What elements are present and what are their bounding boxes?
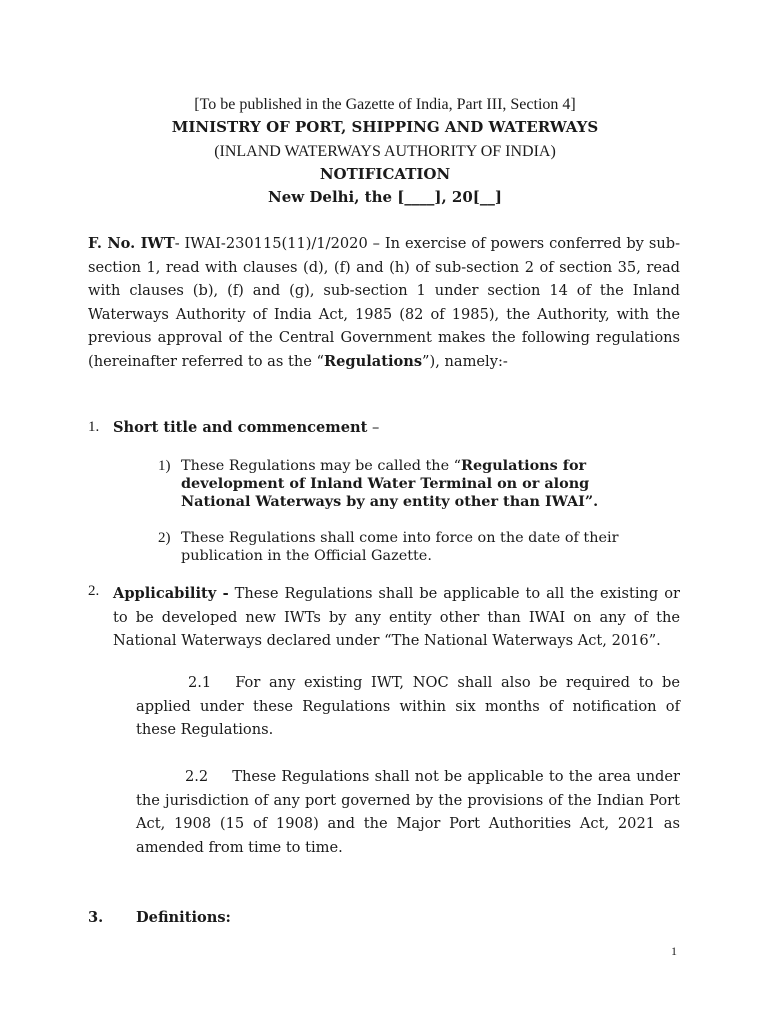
- intro-text-1: - IWAI-230115(11)/1/2020 – In exercise of powers conferred by sub-section 1, read with clauses (d), (f) and (h) of sub-section 2 of section 35, read with clauses (b), (f) and (g), sub-section 1 under section 14 of the Inland Waterways Authority of India Act, 1985 (82 of 1985), the Authority, with the previous approval of the Central Government makes the following regulations (hereinafter referred to as the “: [88, 235, 681, 370]
- section-2-1-number: 2.1: [188, 674, 212, 691]
- intro-text-2: ”), namely:-: [422, 352, 508, 370]
- section-2-title: Applicability -: [113, 585, 229, 602]
- section-2-2-paragraph: [136, 765, 680, 859]
- intro-paragraph: [88, 232, 680, 374]
- section-1-item-2-text: These Regulations shall come into force on the date of their publication in the Official Gazette.: [181, 530, 619, 564]
- section-1-item-2: [158, 529, 628, 565]
- section-1-item-1-text: These Regulations may be called the “: [181, 458, 462, 474]
- date-line: New Delhi, the [____], 20[__]: [268, 188, 502, 206]
- section-1-dash: –: [367, 419, 380, 436]
- section-3-title: Definitions:: [136, 909, 231, 926]
- section-2-2-text: These Regulations shall not be applicable to the area under the jurisdiction of any port governed by the provisions of the Indian Port Act, 1908 (15 of 1908) and the Major Port Authorities Act, 2021 as amended from time to time.: [136, 768, 680, 856]
- section-1-number: 1.: [88, 419, 100, 435]
- section-1-item-1-bold: Regulations for development of Inland Water Terminal on or along National Waterways by any entity other than IWAI”.: [181, 457, 599, 510]
- section-1-item-1: [158, 457, 658, 511]
- section-3-number: 3.: [88, 909, 104, 926]
- regulations-word: Regulations: [323, 352, 423, 370]
- section-2-text: These Regulations shall be applicable to all the existing or to be developed new IWTs by any entity other than IWAI on any of the National Waterways declared under “The National Waterways Act, 2016”.: [113, 585, 680, 650]
- ministry-title: MINISTRY OF PORT, SHIPPING AND WATERWAYS: [171, 118, 599, 136]
- section-2-1-paragraph: [136, 671, 680, 742]
- section-2-paragraph: [113, 582, 680, 653]
- authority-title: (INLAND WATERWAYS AUTHORITY OF INDIA): [214, 143, 556, 160]
- section-2-2-number: 2.2: [185, 768, 209, 785]
- gazette-note: [To be published in the Gazette of India, Part III, Section 4]: [194, 96, 576, 113]
- section-1-item-2-number: 2): [158, 530, 171, 546]
- section-2-1-text: For any existing IWT, NOC shall also be required to be applied under these Regulations within six months of notification of these Regulations.: [136, 674, 680, 739]
- notification-heading: NOTIFICATION: [319, 165, 451, 183]
- section-1-item-1-body: [181, 457, 658, 511]
- page-number: 1: [671, 944, 677, 958]
- section-1-title: [113, 419, 379, 436]
- file-number-label: F. No. IWT: [88, 235, 175, 252]
- section-1-title-text: Short title and commencement: [113, 419, 368, 436]
- section-1-item-1-number: 1): [158, 458, 171, 474]
- section-2-number: 2.: [88, 583, 100, 599]
